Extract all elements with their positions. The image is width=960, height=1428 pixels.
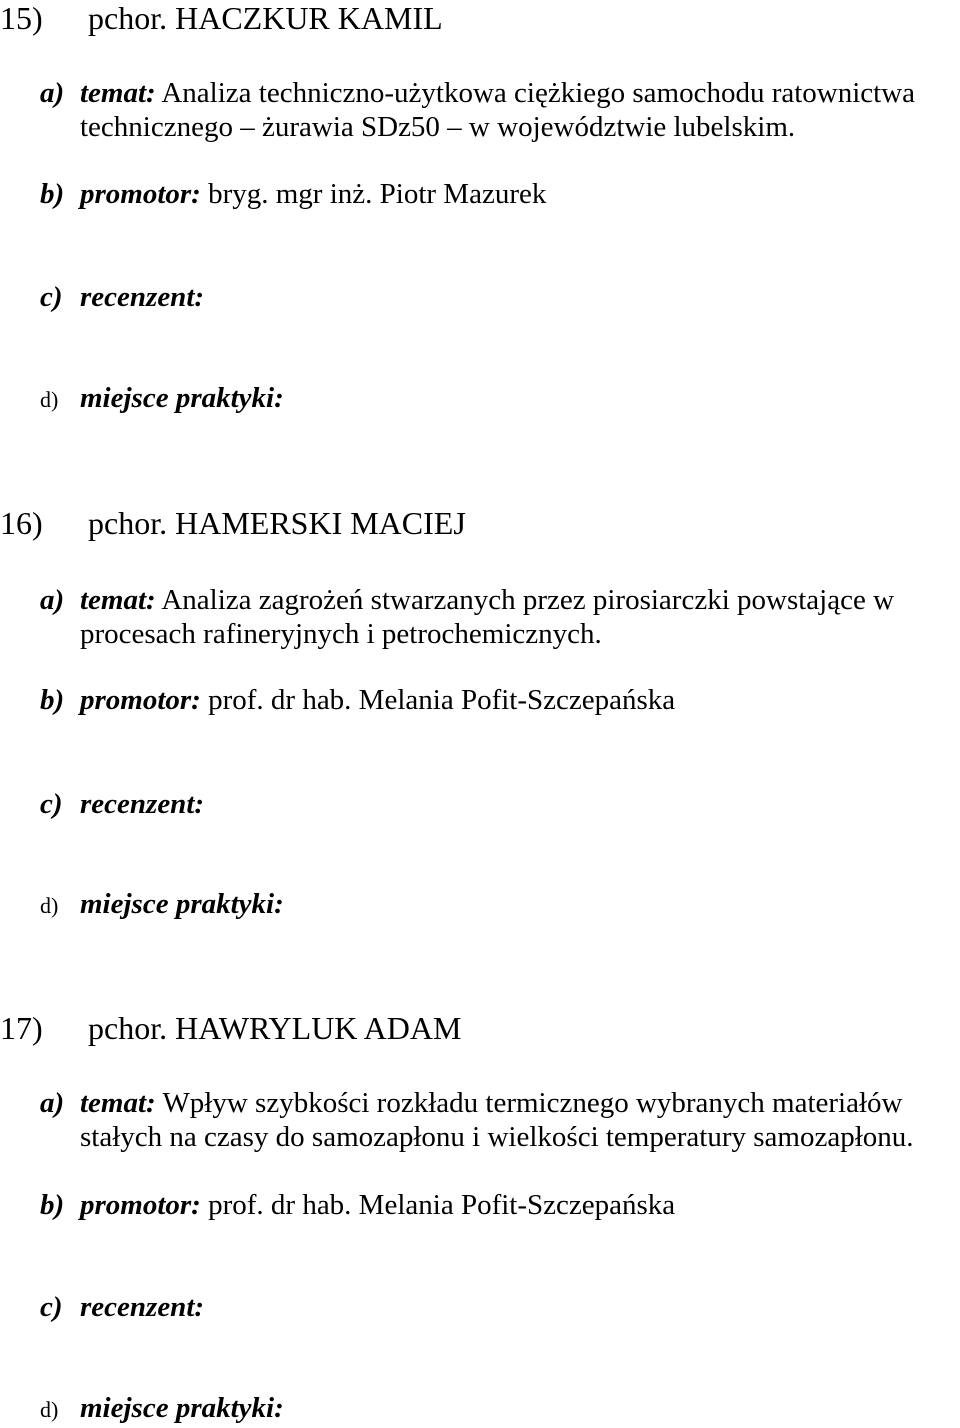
entry-heading <box>0 0 443 36</box>
entry-heading <box>0 505 466 541</box>
entry-number: 15) <box>0 0 43 36</box>
topic-line-2: stałych na czasy do samozapłonu i wielkości temperatury samozapłonu. <box>80 1121 914 1153</box>
topic-letter: a) <box>40 77 65 109</box>
place-letter: d) <box>40 387 59 412</box>
place-letter: d) <box>40 893 59 918</box>
topic-letter: a) <box>40 1087 65 1119</box>
entry-number: 16) <box>0 505 43 541</box>
promotor-letter: b) <box>40 178 65 210</box>
reviewer-field <box>40 280 204 314</box>
entry-name: HAMERSKI MACIEJ <box>175 505 466 541</box>
reviewer-field <box>40 787 204 821</box>
place-letter: d) <box>40 1397 59 1422</box>
promotor-value: prof. dr hab. Melania Pofit-Szczepańska <box>208 1189 676 1221</box>
reviewer-label: recenzent: <box>80 788 205 820</box>
topic-label: temat: <box>80 1087 156 1119</box>
topic-line-2: procesach rafineryjnych i petrochemicznych. <box>80 618 602 650</box>
place-field <box>40 1391 284 1427</box>
entry-number: 17) <box>0 1010 43 1046</box>
topic-field <box>40 1086 952 1154</box>
topic-line-1: Wpływ szybkości rozkładu termicznego wybranych materiałów <box>162 1087 903 1119</box>
promotor-field <box>40 177 546 211</box>
entry-rank: pchor. <box>88 505 168 541</box>
promotor-label: promotor: <box>80 178 201 210</box>
promotor-field <box>40 683 675 717</box>
entry-name: HAWRYLUK ADAM <box>175 1010 462 1046</box>
reviewer-letter: c) <box>40 281 63 313</box>
promotor-label: promotor: <box>80 684 201 716</box>
place-field <box>40 381 284 417</box>
promotor-label: promotor: <box>80 1189 201 1221</box>
reviewer-letter: c) <box>40 788 63 820</box>
topic-label: temat: <box>80 584 156 616</box>
entry-heading <box>0 1010 461 1046</box>
promotor-letter: b) <box>40 684 65 716</box>
topic-line-1: Analiza zagrożeń stwarzanych przez pirosiarczki powstające w <box>161 584 895 616</box>
promotor-field <box>40 1188 675 1222</box>
entry-name: HACZKUR KAMIL <box>175 0 443 36</box>
topic-field <box>40 583 952 651</box>
reviewer-field <box>40 1290 204 1324</box>
topic-line-1: Analiza techniczno-użytkowa ciężkiego samochodu ratownictwa <box>161 77 916 109</box>
topic-field <box>40 76 952 144</box>
place-field <box>40 887 284 923</box>
topic-line-2: technicznego – żurawia SDz50 – w województwie lubelskim. <box>80 111 796 143</box>
promotor-value: bryg. mgr inż. Piotr Mazurek <box>208 178 547 210</box>
place-label: miejsce praktyki: <box>80 888 284 920</box>
entry-rank: pchor. <box>88 1010 168 1046</box>
reviewer-label: recenzent: <box>80 281 205 313</box>
place-label: miejsce praktyki: <box>80 1392 284 1424</box>
promotor-value: prof. dr hab. Melania Pofit-Szczepańska <box>208 684 676 716</box>
place-label: miejsce praktyki: <box>80 382 284 414</box>
entry-rank: pchor. <box>88 0 168 36</box>
promotor-letter: b) <box>40 1189 65 1221</box>
topic-label: temat: <box>80 77 156 109</box>
reviewer-label: recenzent: <box>80 1291 205 1323</box>
topic-letter: a) <box>40 584 65 616</box>
reviewer-letter: c) <box>40 1291 63 1323</box>
